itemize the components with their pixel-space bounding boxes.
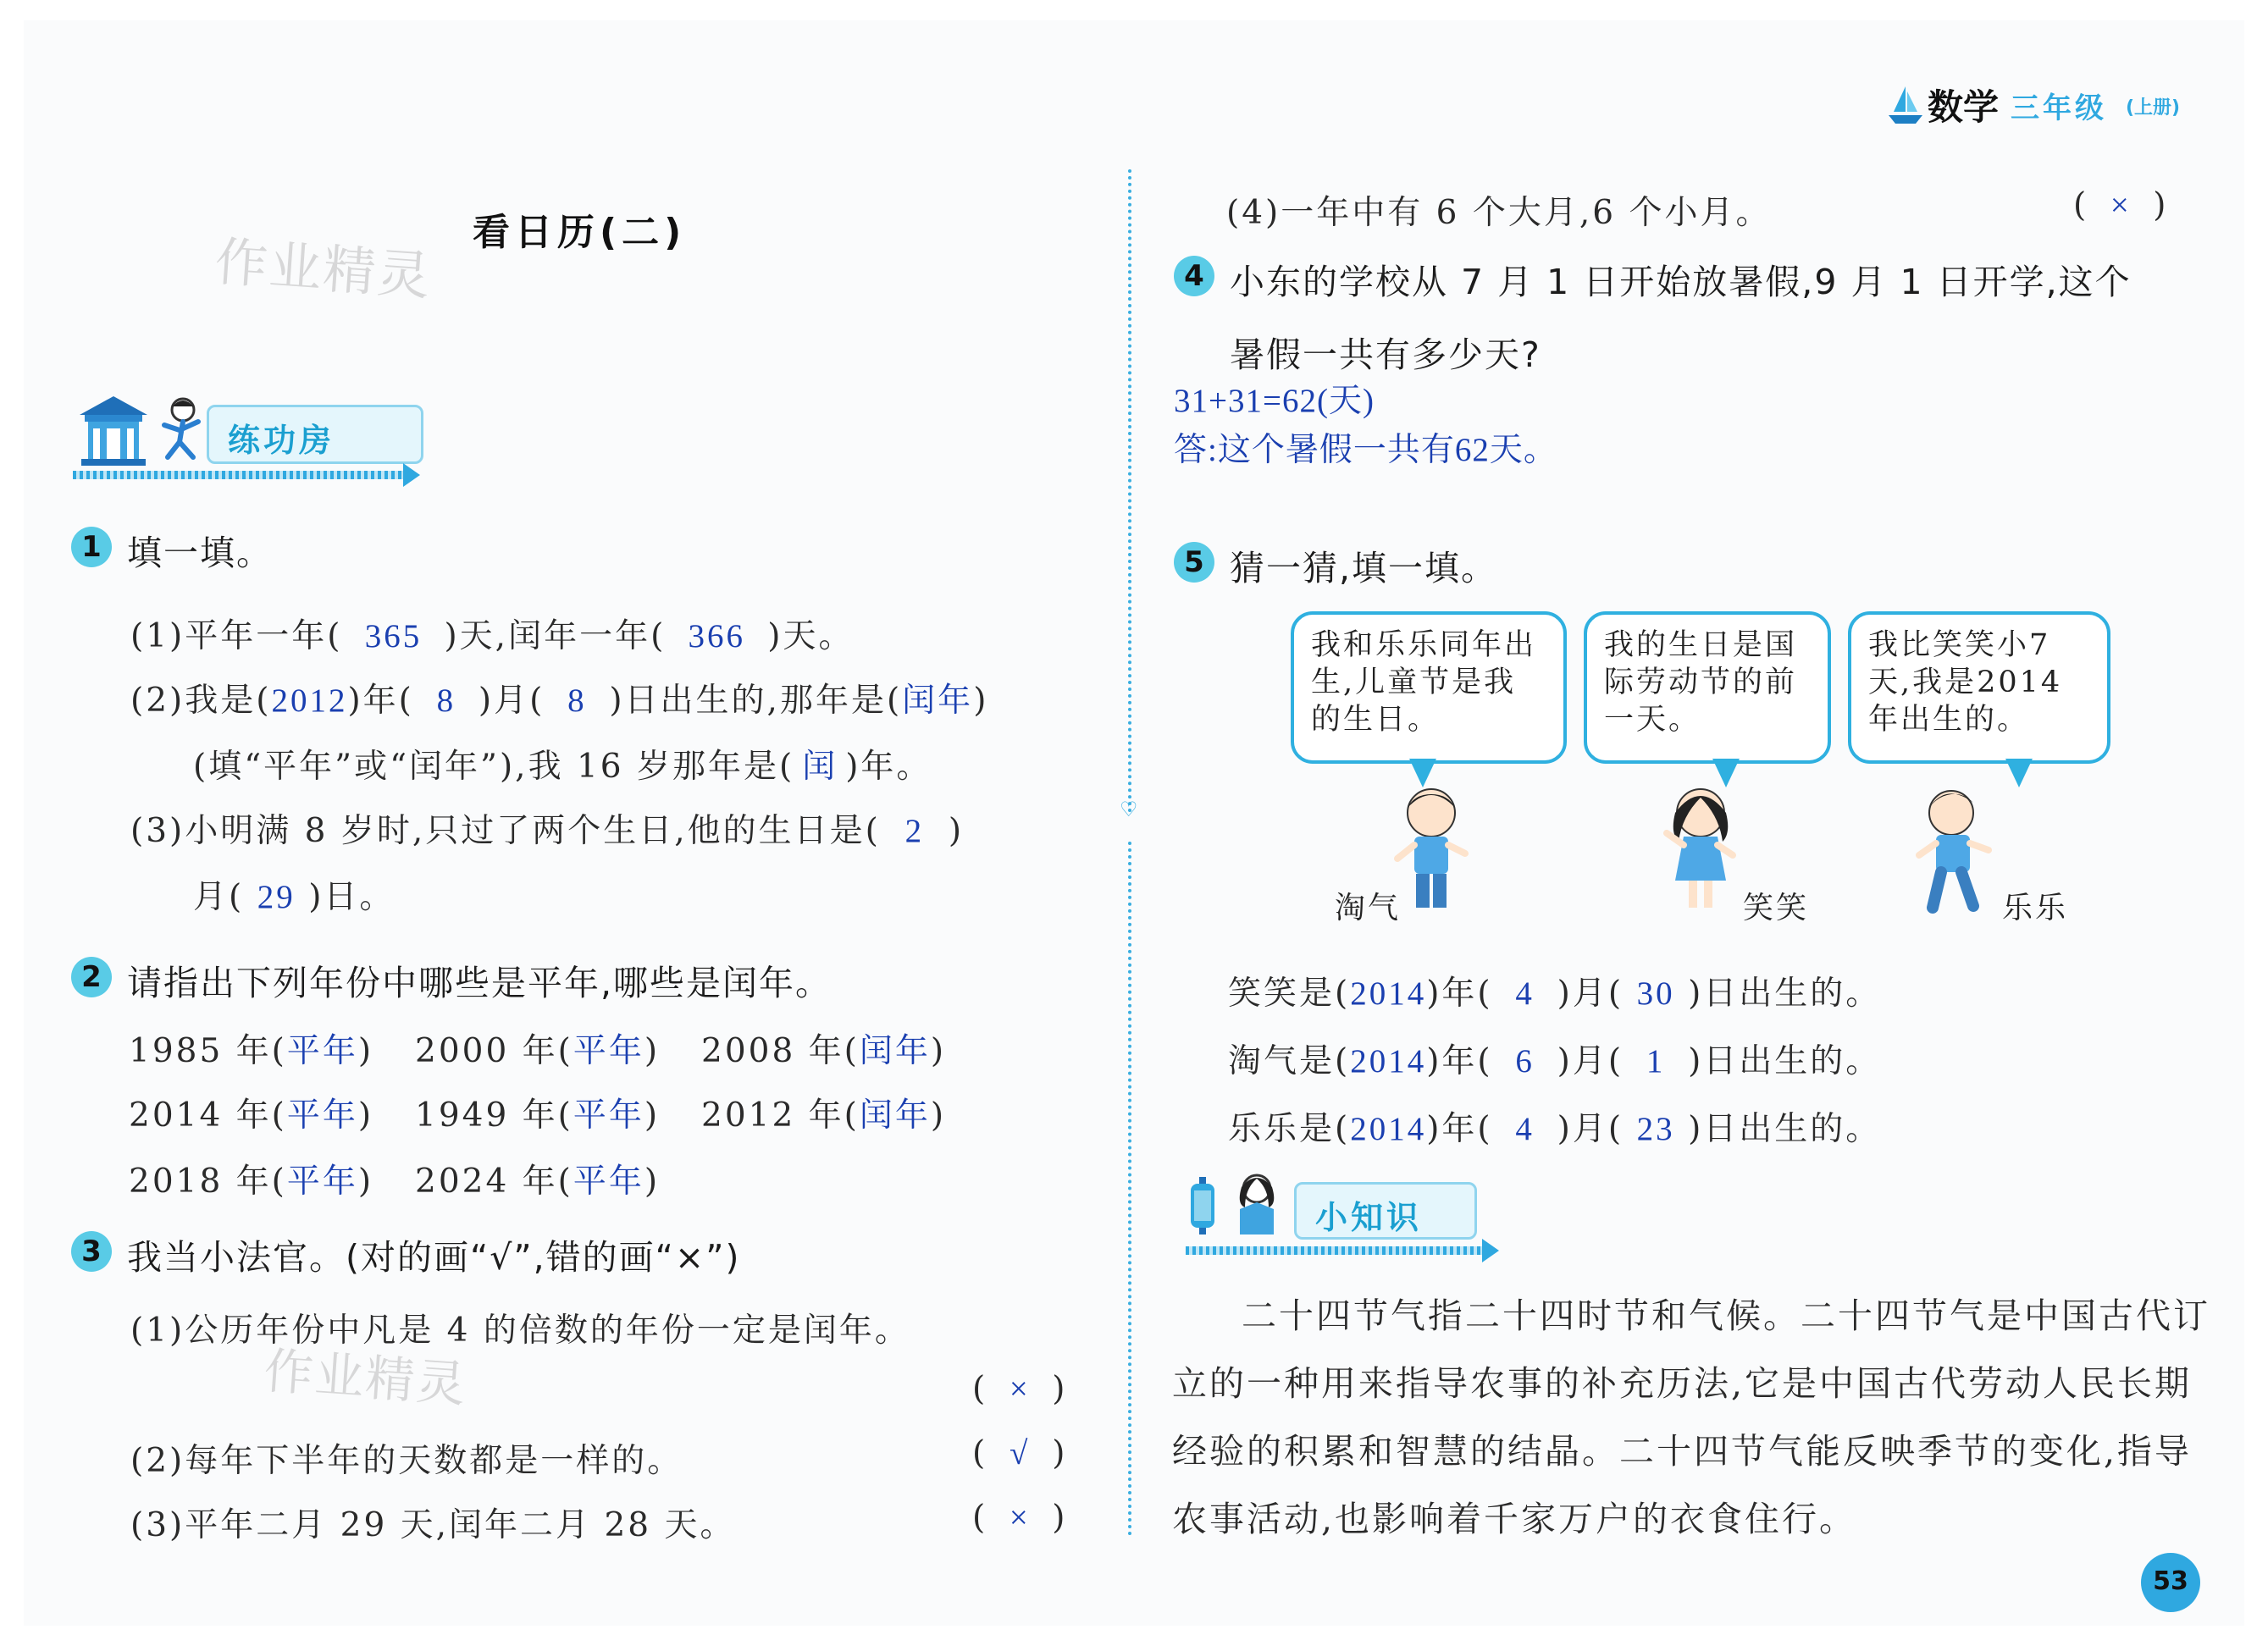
header-subject: 数学	[1928, 86, 2000, 128]
knowledge-banner-ruler	[1186, 1246, 1482, 1255]
q1-line-2: (2)我是(2012)年( 8 )月( 8 )日出生的,那年是(闰年)	[130, 682, 989, 720]
practice-banner-text: 练功房	[228, 422, 335, 459]
watermark: 作业精灵	[213, 230, 434, 307]
knowledge-banner-arrow	[1482, 1239, 1499, 1262]
kid-lele-icon	[1912, 782, 1997, 918]
q1-line-4: (3)小明满 8 岁时,只过了两个生日,他的生日是( 2 )	[130, 812, 965, 850]
q3-heading: 我当小法官。(对的画“√”,错的画“×”)	[127, 1237, 741, 1278]
q1-answer-29: 29	[257, 879, 296, 915]
q2-item-1985: 1985 年(平年)	[129, 1032, 374, 1070]
reading-girl-icon	[1223, 1170, 1291, 1238]
q2-item-2008: 2008 年(闰年)	[701, 1032, 947, 1070]
knowledge-paragraph: 二十四节气指二十四时节和气候。二十四节气是中国古代订立的一种用来指导农事的补充历法,它是中国古代劳动人民长期经验的积累和智慧的结晶。二十四节气能反映季节的变化,指导农事活动,也影响着千家万户的衣食住行。	[1172, 1295, 2210, 1539]
q1-line-3: (填“平年”或“闰年”),我 16 岁那年是( 闰 )年。	[193, 740, 932, 787]
kid-taoqi-icon	[1389, 782, 1474, 918]
column-divider-top	[1128, 169, 1131, 813]
pavilion-icon	[73, 393, 154, 469]
q3-statement-2: (2)每年下半年的天数都是一样的。	[130, 1442, 683, 1480]
knowledge-banner	[1186, 1168, 1524, 1262]
workbook-page	[24, 20, 2244, 1626]
q5-row-lele: 乐乐是(2014)年( 4 )月( 23 )日出生的。	[1228, 1110, 1882, 1148]
q1-answer-365: 365	[364, 618, 423, 655]
q1-answer-leap: 闰年	[902, 682, 974, 719]
q4-line-1: 小东的学校从 7 月 1 日开始放暑假,9 月 1 日开学,这个	[1230, 262, 2132, 302]
speech-bubble-xiaoxiao: 我的生日是国际劳动节的前一天。	[1584, 611, 1831, 764]
q3-judge-1: ( × )	[972, 1370, 1068, 1408]
speech-bubble-tail-lele	[2005, 759, 2033, 787]
q1-answer-month: 8	[436, 682, 456, 719]
practice-banner-label	[207, 405, 423, 464]
question-number-1: 1	[71, 527, 112, 567]
heart-icon: ♡	[1120, 798, 1138, 821]
header-grade: 三年级	[2011, 91, 2107, 125]
q4-answer: 答:这个暑假一共有62天。	[1174, 432, 1557, 468]
question-number-2: 2	[71, 957, 112, 997]
column-divider-bottom	[1128, 842, 1131, 1536]
q3-judge-4: ( × )	[2073, 186, 2169, 224]
q3-judge-2: ( √ )	[972, 1434, 1068, 1472]
lesson-title: 看日历(二)	[473, 211, 687, 254]
q2-item-2018: 2018 年(平年)	[129, 1163, 374, 1201]
q1-heading: 填一填。	[127, 533, 273, 573]
question-number-3: 3	[71, 1231, 112, 1272]
knowledge-banner-text: 小知识	[1315, 1199, 1423, 1236]
header-volume: (上册)	[2126, 97, 2181, 119]
q5-heading: 猜一猜,填一填。	[1230, 548, 1498, 588]
q1-answer-month2: 2	[904, 813, 925, 849]
kid-label-xiaoxiao: 笑笑	[1743, 891, 1810, 925]
lantern-icon	[1186, 1177, 1220, 1236]
kid-label-lele: 乐乐	[2002, 891, 2069, 925]
question-number-4: 4	[1174, 256, 1214, 296]
practice-banner	[73, 393, 429, 486]
kid-xiaoxiao-icon	[1658, 782, 1743, 918]
q2-item-2024: 2024 年(平年)	[415, 1163, 661, 1201]
q1-line-5: 月( 29 )日。	[193, 878, 396, 916]
page-number-badge	[2141, 1553, 2200, 1612]
q4-line-2: 暑假一共有多少天?	[1230, 334, 1541, 375]
watermark-2: 作业精灵	[262, 1341, 469, 1414]
q1-answer-day: 8	[567, 682, 587, 719]
q1-answer-year: 2012	[271, 682, 348, 719]
speech-bubble-taoqi: 我和乐乐同年出生,儿童节是我的生日。	[1291, 611, 1567, 764]
q2-heading: 请指出下列年份中哪些是平年,哪些是闰年。	[127, 963, 833, 1003]
boat-logo-icon	[1887, 83, 1924, 125]
q3-statement-4: (4)一年中有 6 个大月,6 个小月。	[1226, 194, 1772, 232]
practice-banner-ruler	[73, 471, 403, 479]
q2-item-2000: 2000 年(平年)	[415, 1032, 661, 1070]
running-kid-icon	[158, 396, 208, 464]
page-number: 53	[2153, 1566, 2188, 1596]
q5-row-taoqi: 淘气是(2014)年( 6 )月( 1 )日出生的。	[1228, 1042, 1882, 1080]
q3-statement-1: (1)公历年份中凡是 4 的倍数的年份一定是闰年。	[130, 1312, 910, 1350]
q3-judge-3: ( × )	[972, 1499, 1068, 1537]
q2-item-2012: 2012 年(闰年)	[701, 1096, 947, 1135]
knowledge-banner-label	[1294, 1182, 1477, 1240]
q2-item-2014: 2014 年(平年)	[129, 1096, 374, 1135]
practice-banner-arrow	[403, 463, 420, 487]
q3-statement-3: (3)平年二月 29 天,闰年二月 28 天。	[130, 1506, 736, 1544]
kid-label-taoqi: 淘气	[1335, 891, 1402, 925]
q2-item-1949: 1949 年(平年)	[415, 1096, 661, 1135]
question-number-5: 5	[1174, 542, 1214, 583]
q5-row-xiaoxiao: 笑笑是(2014)年( 4 )月( 30 )日出生的。	[1228, 975, 1882, 1013]
q4-work: 31+31=62(天)	[1174, 383, 1375, 419]
speech-bubble-lele: 我比笑笑小7天,我是2014年出生的。	[1848, 611, 2110, 764]
q1-line-1: (1)平年一年( 365 )天,闰年一年( 366 )天。	[130, 617, 855, 655]
q1-answer-16: 闰	[802, 748, 838, 785]
q1-answer-366: 366	[688, 618, 746, 655]
